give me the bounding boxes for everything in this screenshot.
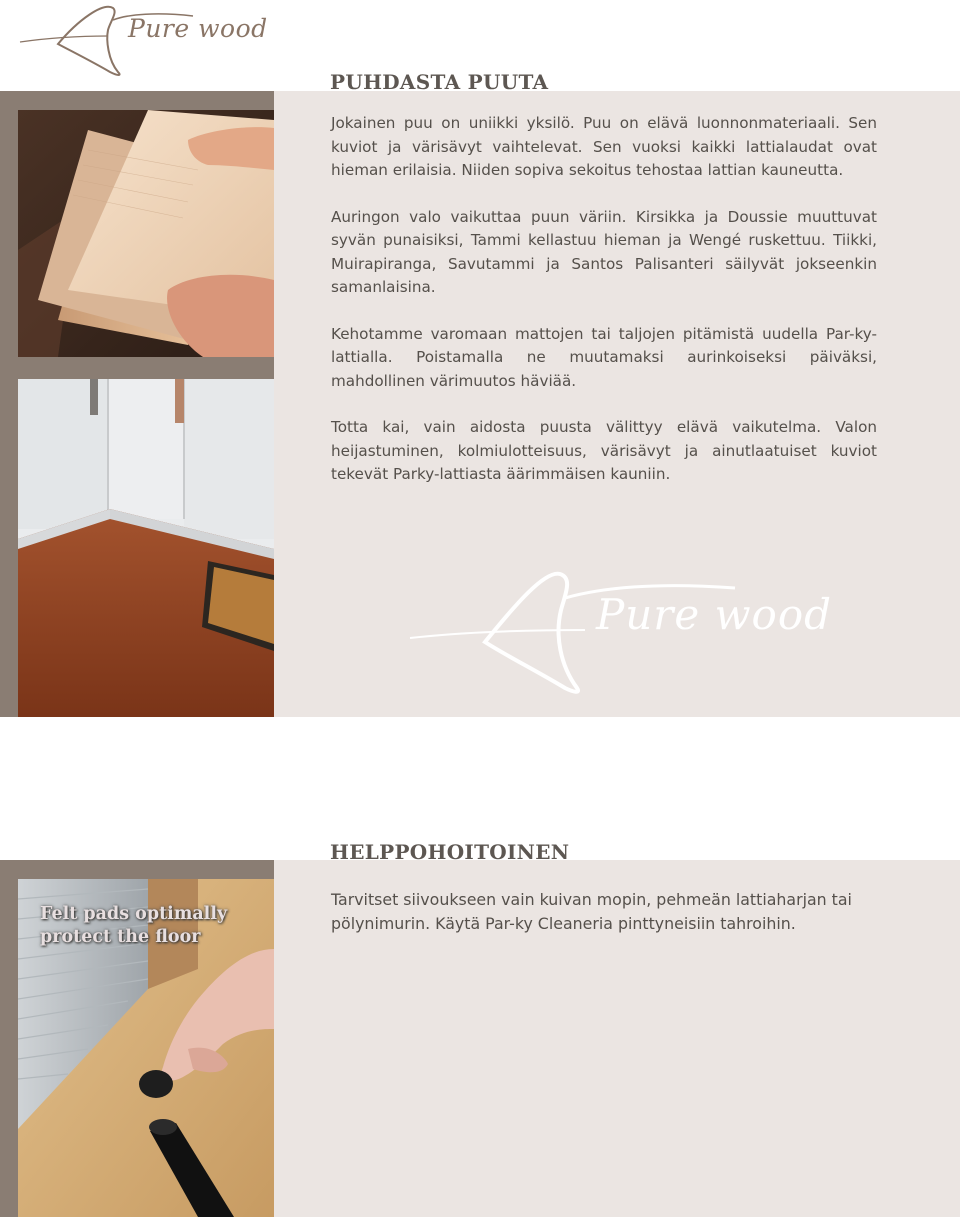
section1-body	[331, 112, 877, 510]
caption-line: Felt pads optimally	[40, 904, 228, 924]
paragraph: Kehotamme varomaan mattojen tai taljojen pitämistä uudella Par-ky-lattialla. Poistamalla ne muutamaksi aurinkoiseksi päiväksi, mahdollinen värimuutos häviää.	[331, 324, 877, 390]
paragraph: Jokainen puu on uniikki yksilö. Puu on elävä luonnonmateriaali. Sen kuviot ja värisävyt vaihtelevat. Sen vuoksi kaikki lattialaudat ovat hieman erilaisia. Niiden sopiva sekoitus tehostaa lattian kauneutta.	[331, 114, 877, 179]
photo-wood-floor-room	[18, 379, 274, 717]
logo-wordmark: Pure wood	[128, 14, 268, 43]
section-title-helppohoitoinen: HELPPOHOITOINEN	[330, 840, 570, 864]
photo-felt-pads	[18, 879, 274, 1217]
photo-caption	[40, 903, 227, 949]
paragraph: Totta kai, vain aidosta puusta välittyy elävä vaikutelma. Valon heijastuminen, kolmiulotteisuus, värisävyt ja ainutlaatuiset kuviot tekevät Parky-lattiasta äärimmäisen kauniin.	[331, 418, 877, 483]
watermark-wordmark: Pure wood	[596, 590, 833, 639]
paragraph: Tarvitset siivoukseen vain kuivan mopin, pehmeän lattiaharjan tai pölynimurin. Käytä Par-ky Cleaneria pinttyneisiin tahroihin.	[331, 890, 852, 933]
section2-body	[331, 888, 877, 958]
paragraph: Auringon valo vaikuttaa puun väriin. Kirsikka ja Doussie muuttuvat syvän punaisiksi, Tammi kellastuu hieman ja Wengé ruskettuu. Tiikki, Muirapiranga, Savutammi ja Santos Palisanteri säilyvät jokseenkin samanlaisina.	[331, 207, 877, 296]
photo-wood-veneers	[18, 110, 274, 357]
caption-line: protect the floor	[40, 927, 201, 947]
section-title-puhdasta-puuta: PUHDASTA PUUTA	[330, 70, 549, 94]
